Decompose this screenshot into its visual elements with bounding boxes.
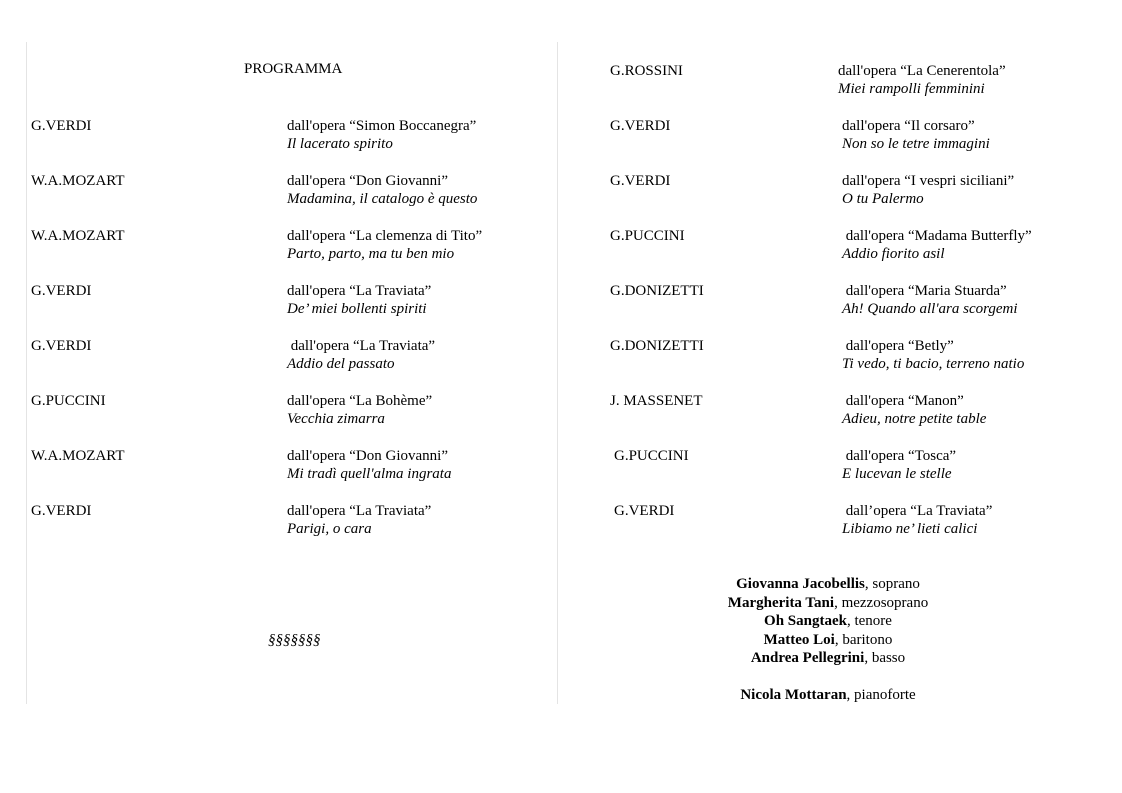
composer: W.A.MOZART <box>31 173 125 189</box>
performer-name: Matteo Loi <box>763 631 835 648</box>
aria-title: Mi tradì quell'alma ingrata <box>287 466 452 482</box>
opera-title: dall'opera “La Traviata” <box>287 503 432 519</box>
performer-role: , mezzosoprano <box>834 594 929 611</box>
opera-title: dall'opera “La Traviata” <box>287 338 436 354</box>
composer: W.A.MOZART <box>31 448 125 464</box>
composer: G.VERDI <box>610 173 671 189</box>
opera-work <box>287 282 431 318</box>
aria-title: E lucevan le stelle <box>842 466 952 482</box>
performer-name: Andrea Pellegrini <box>750 650 865 666</box>
composer: G.ROSSINI <box>610 63 683 79</box>
composer: G.VERDI <box>610 118 671 134</box>
composer: G.PUCCINI <box>610 228 685 244</box>
opera-work <box>842 502 992 538</box>
performer <box>640 631 1016 650</box>
opera-work <box>842 117 990 153</box>
opera-work <box>287 447 451 483</box>
program-title: PROGRAMMA <box>244 61 343 77</box>
center-fold-rule <box>557 42 558 704</box>
composer: J. MASSENET <box>610 393 703 409</box>
opera-work <box>842 282 1018 318</box>
opera-title: dall’opera “La Traviata” <box>842 503 993 519</box>
aria-title: Madamina, il catalogo è questo <box>287 191 478 207</box>
aria-title: Addio del passato <box>287 356 395 372</box>
opera-work <box>287 172 477 208</box>
composer: G.VERDI <box>31 118 92 134</box>
opera-work <box>287 337 435 373</box>
performer-name: Nicola Mottaran <box>740 687 847 703</box>
performer-role: , baritono <box>834 631 893 648</box>
opera-title: dall'opera “Maria Stuarda” <box>842 283 1007 299</box>
performer-name: Margherita Tani <box>727 594 835 611</box>
aria-title: Adieu, notre petite table <box>842 411 987 427</box>
opera-work <box>838 62 1006 98</box>
performer <box>640 612 1016 631</box>
spacer <box>640 668 1016 687</box>
composer: G.VERDI <box>31 338 92 354</box>
aria-title: Ah! Quando all'ara scorgemi <box>842 301 1018 317</box>
opera-title: dall'opera “Madama Butterfly” <box>842 228 1032 244</box>
aria-title: Il lacerato spirito <box>287 136 393 152</box>
opera-title: dall'opera “Don Giovanni” <box>287 448 448 464</box>
performer-role: , basso <box>864 650 906 666</box>
opera-work <box>842 227 1032 263</box>
composer: W.A.MOZART <box>31 228 125 244</box>
composer: G.VERDI <box>31 503 92 519</box>
aria-title: Miei rampolli femminini <box>838 81 985 97</box>
opera-work <box>842 447 956 483</box>
opera-work <box>842 172 1014 208</box>
opera-title: dall'opera “Simon Boccanegra” <box>287 118 477 134</box>
composer: G.PUCCINI <box>614 448 689 464</box>
aria-title: Parto, parto, ma tu ben mio <box>287 246 455 262</box>
performer-role: , soprano <box>864 576 920 592</box>
opera-work <box>842 337 1024 373</box>
aria-title: Parigi, o cara <box>287 521 372 537</box>
opera-title: dall'opera “Tosca” <box>842 448 957 464</box>
aria-title: Libiamo ne’ lieti calici <box>842 521 978 537</box>
opera-title: dall'opera “La Bohème” <box>287 393 433 409</box>
performer <box>640 649 1016 668</box>
composer: G.VERDI <box>31 283 92 299</box>
left-column-rule <box>26 42 27 704</box>
opera-work <box>287 502 431 538</box>
performer-role: , pianoforte <box>846 687 916 703</box>
opera-work <box>287 117 476 153</box>
performer-name: Giovanna Jacobellis <box>736 576 865 592</box>
performer <box>640 594 1016 613</box>
performer-role: , tenore <box>846 613 892 629</box>
aria-title: O tu Palermo <box>842 191 924 207</box>
composer: G.VERDI <box>614 503 675 519</box>
opera-work <box>842 392 986 428</box>
aria-title: Addio fiorito asil <box>842 246 945 262</box>
pianist <box>640 686 1016 705</box>
opera-title: dall'opera “La Cenerentola” <box>838 63 1006 79</box>
opera-title: dall'opera “Manon” <box>842 393 964 409</box>
opera-title: dall'opera “Don Giovanni” <box>287 173 448 189</box>
opera-title: dall'opera “La clemenza di Tito” <box>287 228 483 244</box>
opera-title: dall'opera “I vespri siciliani” <box>842 173 1015 189</box>
opera-title: dall'opera “Betly” <box>842 338 954 354</box>
opera-work <box>287 227 482 263</box>
aria-title: Non so le tetre immagini <box>842 136 990 152</box>
opera-work <box>287 392 432 428</box>
opera-title: dall'opera “La Traviata” <box>287 283 432 299</box>
aria-title: De’ miei bollenti spiriti <box>287 301 427 317</box>
performer <box>640 575 1016 594</box>
aria-title: Vecchia zimarra <box>287 411 385 427</box>
section-separator: §§§§§§§ <box>268 632 321 648</box>
composer: G.DONIZETTI <box>610 338 704 354</box>
composer: G.DONIZETTI <box>610 283 704 299</box>
performers-list <box>640 575 1016 705</box>
opera-title: dall'opera “Il corsaro” <box>842 118 975 134</box>
aria-title: Ti vedo, ti bacio, terreno natio <box>842 356 1025 372</box>
performer-name: Oh Sangtaek <box>764 613 847 629</box>
composer: G.PUCCINI <box>31 393 106 409</box>
